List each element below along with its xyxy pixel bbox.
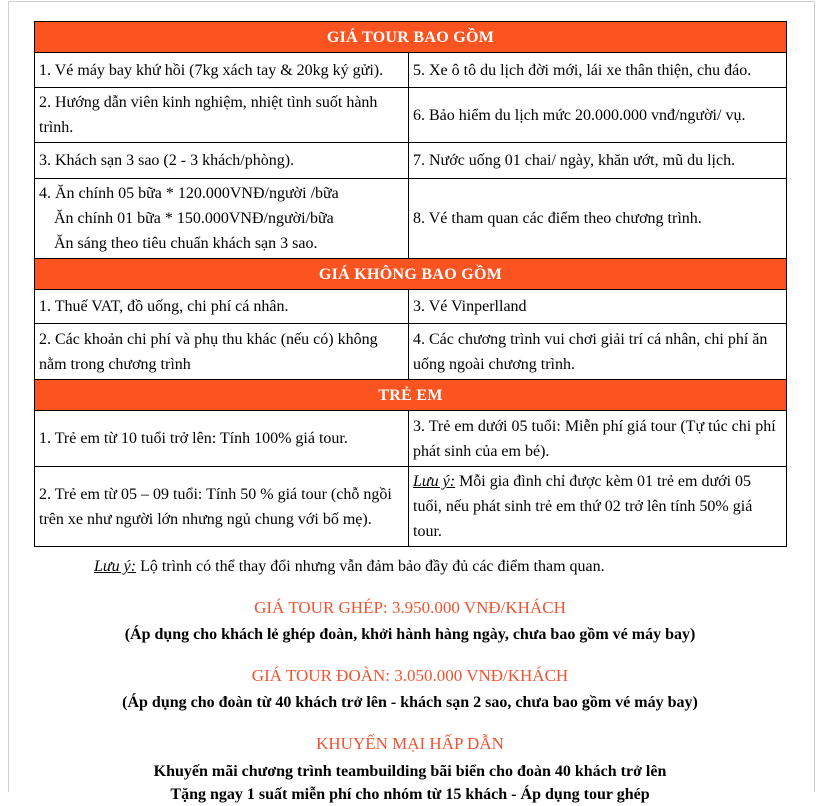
cell-excluded-4: 4. Các chương trình vui chơi giải trí cá nhân, chi phí ăn uống ngoài chương trình. (409, 324, 787, 380)
cell-children-1: 1. Trẻ em từ 10 tuổi trở lên: Tính 100% giá tour. (35, 411, 409, 467)
price-retail-title: GIÁ TOUR GHÉP: 3.950.000 VNĐ/KHÁCH (254, 598, 566, 617)
section-header-excluded: GIÁ KHÔNG BAO GỒM (35, 259, 787, 290)
tour-pricing-table (34, 21, 787, 547)
table-row (35, 290, 787, 324)
note-text: Mỗi gia đình chỉ được kèm 01 trẻ em dưới 05 tuổi, nếu phát sinh trẻ em thứ 02 trở lên tính 50% giá tour. (413, 473, 753, 540)
table-row (35, 179, 787, 259)
table-row (35, 324, 787, 380)
cell-included-5: 5. Xe ô tô du lịch đời mới, lái xe thân thiện, chu đáo. (409, 53, 787, 88)
table-row (35, 53, 787, 88)
table-row-header-children (35, 380, 787, 411)
promo-line-2: Tặng ngay 1 suất miễn phí cho nhóm từ 15 khách - Áp dụng tour ghép (170, 786, 650, 803)
meal-line-1: 4. Ăn chính 05 bữa * 120.000VNĐ/người /bữa (39, 185, 339, 202)
table-row (35, 411, 787, 467)
table-row-header-included (35, 22, 787, 53)
cell-included-1: 1. Vé máy bay khứ hồi (7kg xách tay & 20kg ký gửi). (35, 53, 409, 88)
document-page (8, 1, 815, 803)
cell-included-2: 2. Hướng dẫn viên kinh nghiệm, nhiệt tình suốt hành trình. (35, 88, 409, 143)
cell-children-3: 3. Trẻ em dưới 05 tuổi: Miễn phí giá tour (Tự túc chi phí phát sinh của em bé). (409, 411, 787, 467)
promo-line-1: Khuyến mãi chương trình teambuilding bãi biển cho đoàn 40 khách trở lên (153, 763, 667, 780)
cell-children-note (409, 467, 787, 547)
promo-title: KHUYẾN MẠI HẤP DẪN (316, 734, 504, 753)
cell-included-4 (35, 179, 409, 259)
table-row-header-excluded (35, 259, 787, 290)
table-row (35, 88, 787, 143)
cell-included-6: 6. Bảo hiểm du lịch mức 20.000.000 vnđ/người/ vụ. (409, 88, 787, 143)
cell-included-7: 7. Nước uống 01 chai/ ngày, khăn ướt, mũ du lịch. (409, 143, 787, 179)
note-label: Lưu ý: (94, 558, 137, 575)
cell-excluded-2: 2. Các khoản chi phí và phụ thu khác (nếu có) không nằm trong chương trình (35, 324, 409, 380)
table-row (35, 467, 787, 547)
price-retail-subtitle: (Áp dụng cho khách lẻ ghép đoàn, khởi hành hàng ngày, chưa bao gồm vé máy bay) (124, 626, 696, 643)
cell-included-8: 8. Vé tham quan các điểm theo chương trình. (409, 179, 787, 259)
price-group-title: GIÁ TOUR ĐOÀN: 3.050.000 VNĐ/KHÁCH (251, 666, 569, 685)
cell-excluded-3: 3. Vé Vinperlland (409, 290, 787, 324)
meal-line-3: Ăn sáng theo tiêu chuẩn khách sạn 3 sao. (54, 235, 318, 252)
cell-children-2: 2. Trẻ em từ 05 – 09 tuổi: Tính 50 % giá tour (chỗ ngồi trên xe như người lớn nhưng ngủ chung với bố mẹ). (35, 467, 409, 547)
meal-line-2: Ăn chính 01 bữa * 150.000VNĐ/người/bữa (54, 210, 334, 227)
section-header-children: TRẺ EM (35, 380, 787, 411)
itinerary-note (94, 556, 786, 578)
document-content (34, 21, 786, 806)
table-row (35, 143, 787, 179)
note-text: Lộ trình có thể thay đổi nhưng vẫn đảm bảo đầy đủ các điểm tham quan. (136, 558, 605, 575)
price-group-subtitle: (Áp dụng cho đoàn từ 40 khách trở lên - khách sạn 2 sao, chưa bao gồm vé máy bay) (122, 694, 698, 711)
section-header-included: GIÁ TOUR BAO GỒM (35, 22, 787, 53)
cell-excluded-1: 1. Thuế VAT, đồ uống, chi phí cá nhân. (35, 290, 409, 324)
cell-included-3: 3. Khách sạn 3 sao (2 - 3 khách/phòng). (35, 143, 409, 179)
note-label: Lưu ý: (413, 473, 456, 490)
